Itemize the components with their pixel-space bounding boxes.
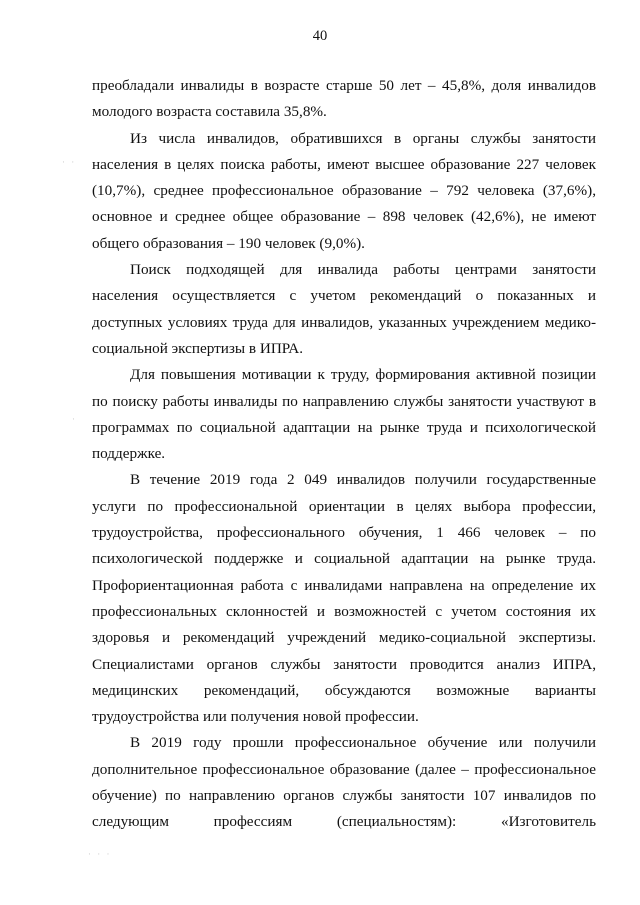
page-number: 40 bbox=[312, 28, 328, 44]
scan-speckle: · · bbox=[62, 157, 77, 167]
document-body bbox=[92, 73, 596, 836]
paragraph-continuation-age: преобладали инвалиды в возрасте старше 50 лет – 45,8%, доля инвалидов молодого возраста составила 35,8%. bbox=[92, 77, 596, 121]
paragraph-education: Из числа инвалидов, обратившихся в органы службы занятости населения в целях поиска работы, имеют высшее образование 227 человек (10,7%), среднее профессиональное образование – 792 человека (37,6%), основное и среднее общее образование – 898 человек (42,6%), не имеют общего образования – 190 человек (9,0%). bbox=[92, 129, 596, 252]
paragraph-motivation: Для повышения мотивации к труду, формирования активной позиции по поиску работы инвалиды по направлению службы занятости участвуют в программах по социальной адаптации на рынке труда и психологической поддержке. bbox=[92, 366, 596, 463]
paragraph-job-search: Поиск подходящей для инвалида работы центрами занятости населения осуществляется с учетом рекомендаций о показанных и доступных условиях труда для инвалидов, указанных учреждением медико-социальной экспертизы в ИПРА. bbox=[92, 261, 596, 357]
paragraph-career-guidance: В течение 2019 года 2 049 инвалидов получили государственные услуги по профессиональной ориентации в целях выбора профессии, трудоустройства, профессионального обучения, 1 466 человек – по психологической поддержке и социальной адаптации на рынке труда. Профориентационная работа с инвалидами направлена на определение их профессиональных склонностей и возможностей с учетом состояния их здоровья и рекомендаций учреждений медико-социальной экспертизы. Специалистами органов службы занятости проводится анализ ИПРА, медицинских рекомендаций, обсуждаются возможные варианты трудоустройства или получения новой профессии. bbox=[92, 471, 596, 726]
scan-speckle: · · · bbox=[88, 849, 112, 859]
paragraph-vocational-training: В 2019 году прошли профессиональное обучение или получили дополнительное профессиональное образование (далее – профессиональное обучение) по направлению органов службы занятости 107 инвалидов по следующим профессиям (специальностям): «Изготовитель bbox=[92, 734, 596, 831]
scan-speckle: · bbox=[72, 414, 77, 424]
